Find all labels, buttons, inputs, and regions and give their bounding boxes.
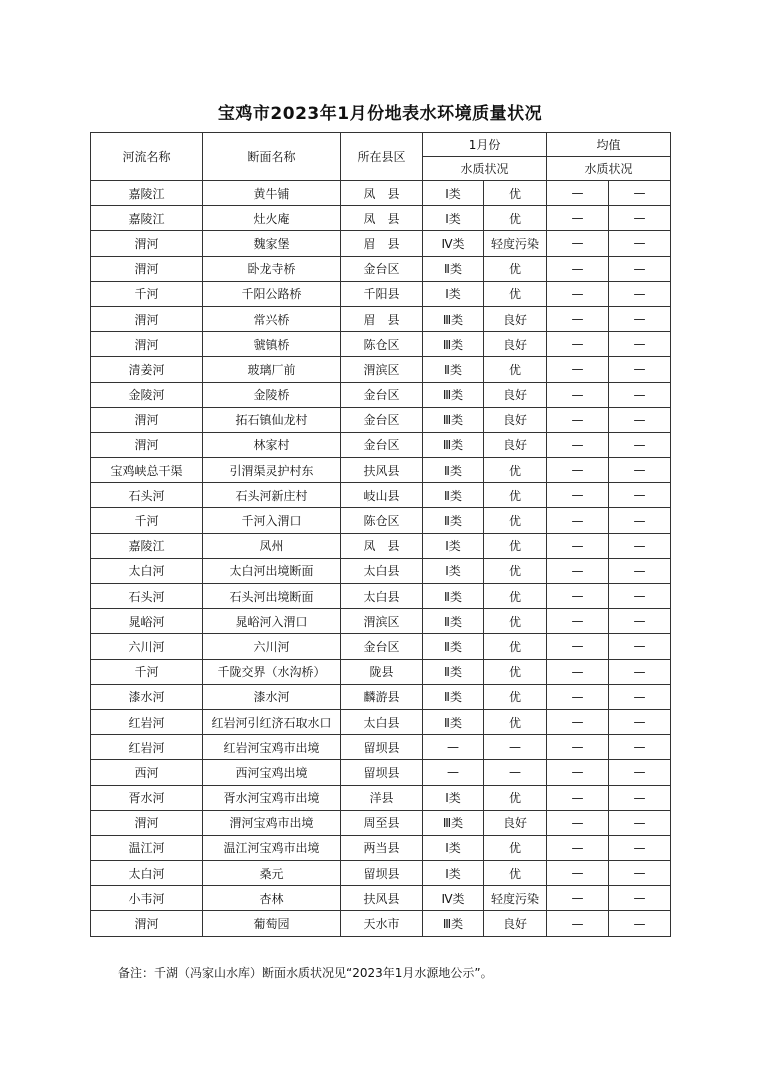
- cell-river: 渭河: [91, 810, 203, 835]
- table-row: [91, 634, 671, 659]
- cell-section: 引渭渠灵护村东: [203, 458, 341, 483]
- cell-avg-status: —: [609, 382, 671, 407]
- cell-class: Ⅲ类: [423, 332, 484, 357]
- cell-class: Ⅱ类: [423, 256, 484, 281]
- cell-avg-status: —: [609, 835, 671, 860]
- header-county: 所在县区: [341, 133, 423, 181]
- cell-section: 千河入渭口: [203, 508, 341, 533]
- cell-avg-status: —: [609, 634, 671, 659]
- cell-avg-status: —: [609, 659, 671, 684]
- cell-class: Ⅲ类: [423, 382, 484, 407]
- cell-county: 太白县: [341, 584, 423, 609]
- cell-class: Ⅱ类: [423, 357, 484, 382]
- cell-avg-status: —: [609, 735, 671, 760]
- cell-avg-status: —: [609, 584, 671, 609]
- table-row: [91, 432, 671, 457]
- cell-class: Ⅱ类: [423, 659, 484, 684]
- cell-status: 优: [484, 206, 547, 231]
- cell-class: Ⅰ类: [423, 281, 484, 306]
- cell-class: Ⅱ类: [423, 483, 484, 508]
- cell-river: 小韦河: [91, 886, 203, 911]
- cell-section: 石头河新庄村: [203, 483, 341, 508]
- cell-class: Ⅱ类: [423, 508, 484, 533]
- cell-status: 良好: [484, 810, 547, 835]
- cell-county: 金台区: [341, 432, 423, 457]
- cell-class: Ⅲ类: [423, 810, 484, 835]
- cell-river: 西河: [91, 760, 203, 785]
- cell-status: —: [484, 735, 547, 760]
- table-row: [91, 785, 671, 810]
- cell-status: 优: [484, 584, 547, 609]
- cell-river: 胥水河: [91, 785, 203, 810]
- cell-section: 胥水河宝鸡市出境: [203, 785, 341, 810]
- cell-class: Ⅰ类: [423, 861, 484, 886]
- cell-status: 轻度污染: [484, 231, 547, 256]
- cell-section: 晁峪河入渭口: [203, 609, 341, 634]
- cell-avg-status: —: [609, 508, 671, 533]
- cell-status: 良好: [484, 911, 547, 936]
- cell-river: 千河: [91, 659, 203, 684]
- cell-status: 优: [484, 458, 547, 483]
- cell-river: 千河: [91, 508, 203, 533]
- cell-avg-class: —: [547, 861, 609, 886]
- table-header: [91, 133, 671, 181]
- cell-class: Ⅲ类: [423, 407, 484, 432]
- cell-county: 两当县: [341, 835, 423, 860]
- table-row: [91, 458, 671, 483]
- cell-class: Ⅰ类: [423, 181, 484, 206]
- table-row: [91, 609, 671, 634]
- cell-river: 渭河: [91, 231, 203, 256]
- table-row: [91, 861, 671, 886]
- table-row: [91, 332, 671, 357]
- cell-status: 优: [484, 709, 547, 734]
- cell-avg-status: —: [609, 760, 671, 785]
- cell-avg-class: —: [547, 911, 609, 936]
- cell-class: Ⅱ类: [423, 584, 484, 609]
- cell-county: 陈仓区: [341, 332, 423, 357]
- cell-class: Ⅰ类: [423, 533, 484, 558]
- cell-county: 扶风县: [341, 886, 423, 911]
- cell-avg-class: —: [547, 684, 609, 709]
- cell-section: 西河宝鸡出境: [203, 760, 341, 785]
- cell-section: 黄牛铺: [203, 181, 341, 206]
- cell-class: Ⅱ类: [423, 709, 484, 734]
- cell-status: 优: [484, 634, 547, 659]
- cell-section: 凤州: [203, 533, 341, 558]
- cell-avg-class: —: [547, 181, 609, 206]
- cell-county: 留坝县: [341, 760, 423, 785]
- cell-status: 良好: [484, 432, 547, 457]
- cell-class: Ⅲ类: [423, 306, 484, 331]
- cell-status: 良好: [484, 332, 547, 357]
- cell-class: Ⅱ类: [423, 458, 484, 483]
- cell-class: Ⅳ类: [423, 231, 484, 256]
- cell-avg-class: —: [547, 785, 609, 810]
- table-row: [91, 206, 671, 231]
- cell-river: 嘉陵江: [91, 533, 203, 558]
- cell-river: 渭河: [91, 407, 203, 432]
- cell-river: 嘉陵江: [91, 206, 203, 231]
- cell-avg-class: —: [547, 231, 609, 256]
- cell-avg-class: —: [547, 508, 609, 533]
- cell-avg-status: —: [609, 483, 671, 508]
- cell-avg-class: —: [547, 281, 609, 306]
- table-row: [91, 584, 671, 609]
- cell-section: 玻璃厂前: [203, 357, 341, 382]
- cell-section: 常兴桥: [203, 306, 341, 331]
- cell-county: 岐山县: [341, 483, 423, 508]
- cell-river: 渭河: [91, 332, 203, 357]
- table-row: [91, 835, 671, 860]
- cell-river: 红岩河: [91, 709, 203, 734]
- cell-avg-class: —: [547, 256, 609, 281]
- table-row: [91, 735, 671, 760]
- cell-avg-class: —: [547, 382, 609, 407]
- cell-section: 六川河: [203, 634, 341, 659]
- cell-avg-status: —: [609, 785, 671, 810]
- table-row: [91, 810, 671, 835]
- table-row: [91, 281, 671, 306]
- table-row: [91, 659, 671, 684]
- cell-section: 红岩河引红济石取水口: [203, 709, 341, 734]
- table-row: [91, 508, 671, 533]
- cell-county: 留坝县: [341, 861, 423, 886]
- cell-avg-class: —: [547, 609, 609, 634]
- cell-class: Ⅰ类: [423, 835, 484, 860]
- cell-avg-status: —: [609, 256, 671, 281]
- page-title: 宝鸡市2023年1月份地表水环境质量状况: [217, 104, 543, 124]
- cell-river: 温江河: [91, 835, 203, 860]
- cell-class: Ⅰ类: [423, 785, 484, 810]
- cell-avg-status: —: [609, 432, 671, 457]
- cell-status: 优: [484, 533, 547, 558]
- cell-status: 优: [484, 508, 547, 533]
- cell-avg-class: —: [547, 332, 609, 357]
- cell-county: 眉 县: [341, 231, 423, 256]
- cell-avg-status: —: [609, 861, 671, 886]
- cell-county: 太白县: [341, 709, 423, 734]
- table-row: [91, 886, 671, 911]
- cell-county: 扶风县: [341, 458, 423, 483]
- cell-river: 渭河: [91, 911, 203, 936]
- cell-river: 渭河: [91, 432, 203, 457]
- cell-river: 晁峪河: [91, 609, 203, 634]
- cell-status: —: [484, 760, 547, 785]
- cell-avg-class: —: [547, 533, 609, 558]
- cell-county: 眉 县: [341, 306, 423, 331]
- water-quality-table: [90, 132, 671, 937]
- cell-avg-class: —: [547, 306, 609, 331]
- cell-avg-class: —: [547, 206, 609, 231]
- table-row: [91, 231, 671, 256]
- cell-river: 石头河: [91, 584, 203, 609]
- cell-river: 清姜河: [91, 357, 203, 382]
- cell-avg-status: —: [609, 684, 671, 709]
- header-period: 1月份: [423, 133, 547, 157]
- cell-section: 红岩河宝鸡市出境: [203, 735, 341, 760]
- cell-section: 葡萄园: [203, 911, 341, 936]
- cell-status: 良好: [484, 382, 547, 407]
- header-river: 河流名称: [91, 133, 203, 181]
- cell-section: 太白河出境断面: [203, 558, 341, 583]
- cell-avg-class: —: [547, 558, 609, 583]
- cell-county: 凤 县: [341, 533, 423, 558]
- cell-class: Ⅱ类: [423, 684, 484, 709]
- cell-class: Ⅰ类: [423, 206, 484, 231]
- cell-avg-class: —: [547, 407, 609, 432]
- cell-avg-status: —: [609, 231, 671, 256]
- cell-county: 金台区: [341, 407, 423, 432]
- table-body: [91, 181, 671, 937]
- cell-status: 优: [484, 256, 547, 281]
- cell-river: 千河: [91, 281, 203, 306]
- cell-avg-class: —: [547, 760, 609, 785]
- cell-county: 陈仓区: [341, 508, 423, 533]
- cell-class: —: [423, 735, 484, 760]
- table-row: [91, 483, 671, 508]
- table-row: [91, 760, 671, 785]
- cell-status: 优: [484, 483, 547, 508]
- cell-avg-status: —: [609, 306, 671, 331]
- cell-section: 千陇交界（水沟桥）: [203, 659, 341, 684]
- table-row: [91, 181, 671, 206]
- cell-section: 渭河宝鸡市出境: [203, 810, 341, 835]
- cell-river: 漆水河: [91, 684, 203, 709]
- cell-section: 千阳公路桥: [203, 281, 341, 306]
- cell-avg-status: —: [609, 332, 671, 357]
- cell-section: 杏林: [203, 886, 341, 911]
- table-row: [91, 911, 671, 936]
- cell-avg-status: —: [609, 357, 671, 382]
- cell-avg-class: —: [547, 458, 609, 483]
- cell-avg-status: —: [609, 558, 671, 583]
- cell-county: 太白县: [341, 558, 423, 583]
- cell-section: 林家村: [203, 432, 341, 457]
- cell-class: Ⅲ类: [423, 911, 484, 936]
- cell-status: 优: [484, 861, 547, 886]
- cell-status: 良好: [484, 407, 547, 432]
- cell-class: Ⅰ类: [423, 558, 484, 583]
- cell-class: Ⅱ类: [423, 634, 484, 659]
- cell-class: —: [423, 760, 484, 785]
- cell-section: 桑元: [203, 861, 341, 886]
- cell-county: 凤 县: [341, 206, 423, 231]
- cell-section: 卧龙寺桥: [203, 256, 341, 281]
- cell-county: 周至县: [341, 810, 423, 835]
- cell-county: 金台区: [341, 634, 423, 659]
- table-row: [91, 709, 671, 734]
- cell-avg-class: —: [547, 483, 609, 508]
- cell-avg-class: —: [547, 810, 609, 835]
- cell-section: 石头河出境断面: [203, 584, 341, 609]
- cell-avg-class: —: [547, 357, 609, 382]
- cell-county: 金台区: [341, 256, 423, 281]
- cell-status: 优: [484, 609, 547, 634]
- cell-section: 灶火庵: [203, 206, 341, 231]
- cell-river: 嘉陵江: [91, 181, 203, 206]
- table-row: [91, 558, 671, 583]
- cell-status: 轻度污染: [484, 886, 547, 911]
- header-avg-quality-status: 水质状况: [547, 157, 671, 181]
- cell-avg-status: —: [609, 206, 671, 231]
- cell-status: 优: [484, 181, 547, 206]
- table-row: [91, 407, 671, 432]
- cell-section: 虢镇桥: [203, 332, 341, 357]
- cell-avg-status: —: [609, 886, 671, 911]
- cell-avg-status: —: [609, 810, 671, 835]
- table-row: [91, 533, 671, 558]
- cell-avg-status: —: [609, 407, 671, 432]
- cell-class: Ⅱ类: [423, 609, 484, 634]
- cell-county: 麟游县: [341, 684, 423, 709]
- cell-river: 渭河: [91, 256, 203, 281]
- cell-county: 金台区: [341, 382, 423, 407]
- cell-river: 红岩河: [91, 735, 203, 760]
- cell-river: 六川河: [91, 634, 203, 659]
- cell-avg-status: —: [609, 181, 671, 206]
- cell-river: 金陵河: [91, 382, 203, 407]
- cell-section: 温江河宝鸡市出境: [203, 835, 341, 860]
- cell-class: Ⅲ类: [423, 432, 484, 457]
- header-average: 均值: [547, 133, 671, 157]
- table-row: [91, 357, 671, 382]
- cell-status: 优: [484, 281, 547, 306]
- table-row: [91, 684, 671, 709]
- cell-avg-class: —: [547, 432, 609, 457]
- cell-avg-class: —: [547, 886, 609, 911]
- cell-river: 太白河: [91, 861, 203, 886]
- cell-avg-class: —: [547, 659, 609, 684]
- cell-section: 漆水河: [203, 684, 341, 709]
- cell-avg-status: —: [609, 609, 671, 634]
- cell-avg-class: —: [547, 584, 609, 609]
- cell-status: 优: [484, 357, 547, 382]
- header-section: 断面名称: [203, 133, 341, 181]
- cell-county: 天水市: [341, 911, 423, 936]
- cell-county: 渭滨区: [341, 357, 423, 382]
- cell-section: 拓石镇仙龙村: [203, 407, 341, 432]
- table-row: [91, 256, 671, 281]
- cell-county: 陇县: [341, 659, 423, 684]
- cell-avg-status: —: [609, 281, 671, 306]
- cell-river: 宝鸡峡总干渠: [91, 458, 203, 483]
- cell-avg-status: —: [609, 709, 671, 734]
- cell-county: 洋县: [341, 785, 423, 810]
- cell-section: 金陵桥: [203, 382, 341, 407]
- cell-county: 凤 县: [341, 181, 423, 206]
- cell-avg-class: —: [547, 735, 609, 760]
- cell-status: 优: [484, 835, 547, 860]
- cell-river: 太白河: [91, 558, 203, 583]
- cell-status: 优: [484, 558, 547, 583]
- cell-section: 魏家堡: [203, 231, 341, 256]
- cell-status: 良好: [484, 306, 547, 331]
- cell-river: 石头河: [91, 483, 203, 508]
- cell-county: 千阳县: [341, 281, 423, 306]
- cell-county: 渭滨区: [341, 609, 423, 634]
- cell-county: 留坝县: [341, 735, 423, 760]
- cell-river: 渭河: [91, 306, 203, 331]
- cell-class: Ⅳ类: [423, 886, 484, 911]
- cell-status: 优: [484, 785, 547, 810]
- cell-avg-class: —: [547, 709, 609, 734]
- cell-avg-status: —: [609, 911, 671, 936]
- cell-avg-status: —: [609, 458, 671, 483]
- table-row: [91, 382, 671, 407]
- header-quality-status: 水质状况: [423, 157, 547, 181]
- cell-status: 优: [484, 659, 547, 684]
- table-row: [91, 306, 671, 331]
- footnote: 备注：千湖（冯家山水库）断面水质状况见“2023年1月水源地公示”。: [118, 966, 493, 980]
- cell-avg-status: —: [609, 533, 671, 558]
- cell-status: 优: [484, 684, 547, 709]
- cell-avg-class: —: [547, 835, 609, 860]
- cell-avg-class: —: [547, 634, 609, 659]
